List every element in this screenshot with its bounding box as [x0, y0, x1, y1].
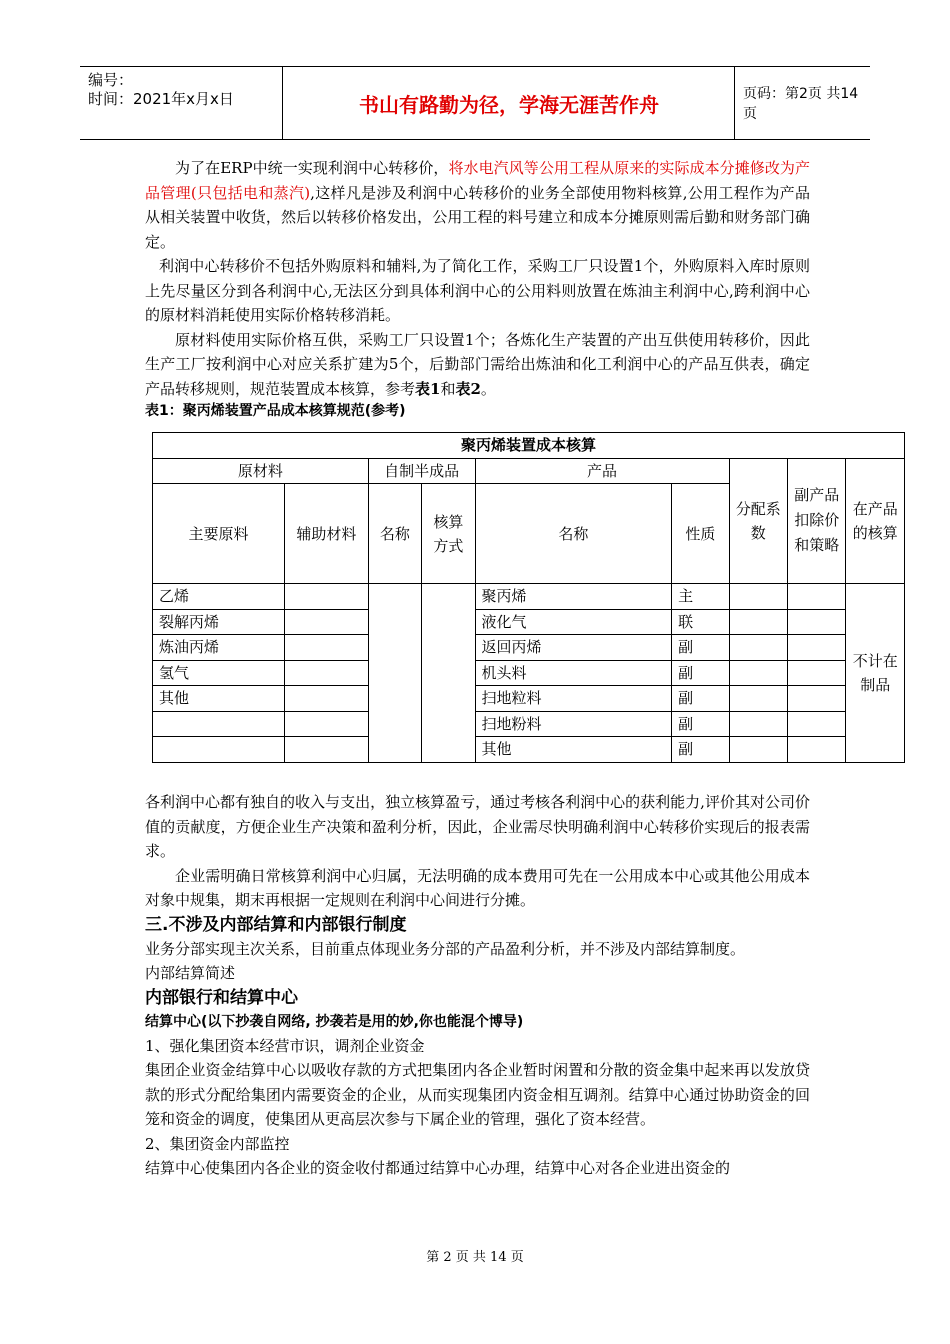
alloc-cell: [729, 737, 787, 763]
byprod-cell: [788, 737, 846, 763]
aux-cell: [285, 609, 369, 635]
wip-cell: 不计在制品: [846, 584, 905, 763]
raw-cell: [153, 711, 285, 737]
after-section: [145, 790, 810, 1181]
nature-cell: 联: [672, 609, 729, 635]
byprod-cell: [788, 686, 846, 712]
alloc-cell: [729, 584, 787, 610]
paragraph-1: [145, 156, 810, 254]
table-caption: 表1：聚丙烯装置产品成本核算规范(参考): [145, 403, 406, 419]
th-semi: 自制半成品: [368, 458, 475, 484]
time-label: 时间：2021年x月x日: [88, 90, 234, 108]
product-cell: 机头料: [475, 660, 672, 686]
code-label: 编号：: [88, 71, 134, 89]
th-aux: 辅助材料: [285, 484, 369, 584]
header-motto: 书山有路勤为径，学海无涯苦作舟: [284, 67, 735, 139]
th-byprod: 副产品扣除价和策略: [788, 458, 846, 584]
table-row: [153, 686, 905, 712]
nature-cell: 副: [672, 711, 729, 737]
product-cell: 返回丙烯: [475, 635, 672, 661]
header-meta: [80, 67, 283, 139]
aux-cell: [285, 686, 369, 712]
raw-cell: 裂解丙烯: [153, 609, 285, 635]
heading-center: 结算中心(以下抄袭自网络, 抄袭若是用的妙,你也能混个博导): [145, 1013, 524, 1030]
byprod-cell: [788, 635, 846, 661]
byprod-cell: [788, 584, 846, 610]
paragraph-5: 企业需明确日常核算利润中心归属，无法明确的成本费用可先在一公用成本中心或其他公用成本对象中规集，期末再根据一定规则在利润中心间进行分摊。: [145, 866, 810, 909]
product-cell: 聚丙烯: [475, 584, 672, 610]
semi-method-cell: [422, 584, 475, 763]
aux-cell: [285, 660, 369, 686]
table-row: [153, 609, 905, 635]
alloc-cell: [729, 711, 787, 737]
th-main-raw: 主要原料: [153, 484, 285, 584]
alloc-cell: [729, 635, 787, 661]
th-wip: 在产品的核算: [846, 458, 905, 584]
aux-cell: [285, 635, 369, 661]
th-semi-method: 核算方式: [422, 484, 475, 584]
paragraph-3: [145, 328, 810, 402]
header-page-label: 页码：第2页 共14页: [743, 86, 859, 122]
raw-cell: 炼油丙烯: [153, 635, 285, 661]
list-item-2: 2、集团资金内部监控: [145, 1134, 290, 1153]
th-alloc: 分配系数: [729, 458, 787, 584]
p3-ref-table2: 表2: [455, 379, 481, 398]
section-heading-3: 三.不涉及内部结算和内部银行制度: [145, 914, 407, 935]
page-header: [80, 66, 870, 140]
intro-section: [145, 156, 810, 421]
p1-text-a: 为了在ERP中统一实现利润中心转移价，: [175, 159, 449, 177]
table-row: [153, 737, 905, 763]
semi-name-cell: [368, 584, 421, 763]
th-product: 产品: [475, 458, 729, 484]
list-item-1: 1、强化集团资本经营市识，调剂企业资金: [145, 1036, 425, 1055]
aux-cell: [285, 711, 369, 737]
nature-cell: 副: [672, 686, 729, 712]
paragraph-9: 结算中心使集团内各企业的资金收付都通过结算中心办理，结算中心对各企业进出资金的: [145, 1159, 731, 1177]
paragraph-2: 利润中心转移价不包括外购原料和辅料,为了简化工作，采购工厂只设置1个，外购原料入库时原则上先尽量区分到各利润中心,无法区分到具体利润中心的公用料则放置在炼油主利润中心,跨利润中心的原材料消耗使用实际价格转移消耗。: [145, 257, 810, 324]
page-footer: 第 2 页 共 14 页: [426, 1250, 524, 1265]
byprod-cell: [788, 609, 846, 635]
product-cell: 扫地粒料: [475, 686, 672, 712]
byprod-cell: [788, 660, 846, 686]
nature-cell: 副: [672, 635, 729, 661]
table-row: [153, 711, 905, 737]
table-row: [153, 660, 905, 686]
p3-and: 和: [440, 379, 456, 398]
product-cell: 其他: [475, 737, 672, 763]
paragraph-7: 内部结算简述: [145, 964, 236, 982]
product-cell: 扫地粉料: [475, 711, 672, 737]
table-row: [153, 635, 905, 661]
th-raw: 原材料: [153, 458, 369, 484]
byprod-cell: [788, 711, 846, 737]
aux-cell: [285, 737, 369, 763]
aux-cell: [285, 584, 369, 610]
paragraph-4: 各利润中心都有独自的收入与支出，独立核算盈亏，通过考核各利润中心的获利能力,评价其对公司价值的贡献度，方便企业生产决策和盈利分析，因此，企业需尽快明确利润中心转移价实现后的报表需求。: [145, 793, 810, 860]
alloc-cell: [729, 660, 787, 686]
th-prod-nature: 性质: [672, 484, 729, 584]
raw-cell: 氢气: [153, 660, 285, 686]
p3-ref-table1: 表1: [415, 379, 441, 398]
table-title: 聚丙烯装置成本核算: [153, 433, 905, 459]
product-cell: 液化气: [475, 609, 672, 635]
nature-cell: 副: [672, 660, 729, 686]
nature-cell: 副: [672, 737, 729, 763]
table-row: [153, 584, 905, 610]
raw-cell: 乙烯: [153, 584, 285, 610]
p1-highlight: 将水电汽风等公用工程从原来的实际成本分摊修改为产品管理(只包括电和蒸汽): [145, 159, 810, 202]
heading-bank: 内部银行和结算中心: [145, 987, 298, 1008]
raw-cell: [153, 737, 285, 763]
alloc-cell: [729, 686, 787, 712]
paragraph-8: 集团企业资金结算中心以吸收存款的方式把集团内各企业暂时闲置和分散的资金集中起来再以发放贷款的形式分配给集团内需要资金的企业，从而实现集团内资金相互调剂。结算中心通过协助资金的回笼和资金的调度，使集团从更高层次参与下属企业的管理，强化了资本经营。: [145, 1061, 810, 1128]
nature-cell: 主: [672, 584, 729, 610]
paragraph-6: 业务分部实现主次关系，目前重点体现业务分部的产品盈利分析，并不涉及内部结算制度。: [145, 939, 746, 958]
cost-table: [152, 432, 905, 763]
p3-text: 原材料使用实际价格互供，采购工厂只设置1个；各炼化生产装置的产出互供使用转移价，因此生产工厂按利润中心对应关系扩建为5个，后勤部门需给出炼油和化工利润中心的产品互供表，确定产品转移规则，规范装置成本核算，参考: [145, 330, 810, 398]
p1-text-b: ,这样凡是涉及利润中心转移价的业务全部使用物料核算,公用工程作为产品从相关装置中收货，然后以转移价格发出，公用工程的料号建立和成本分摊原则需后勤和财务部门确定。: [145, 183, 810, 251]
th-prod-name: 名称: [475, 484, 672, 584]
th-semi-name: 名称: [368, 484, 421, 584]
raw-cell: 其他: [153, 686, 285, 712]
p3-end: 。: [480, 379, 496, 398]
alloc-cell: [729, 609, 787, 635]
